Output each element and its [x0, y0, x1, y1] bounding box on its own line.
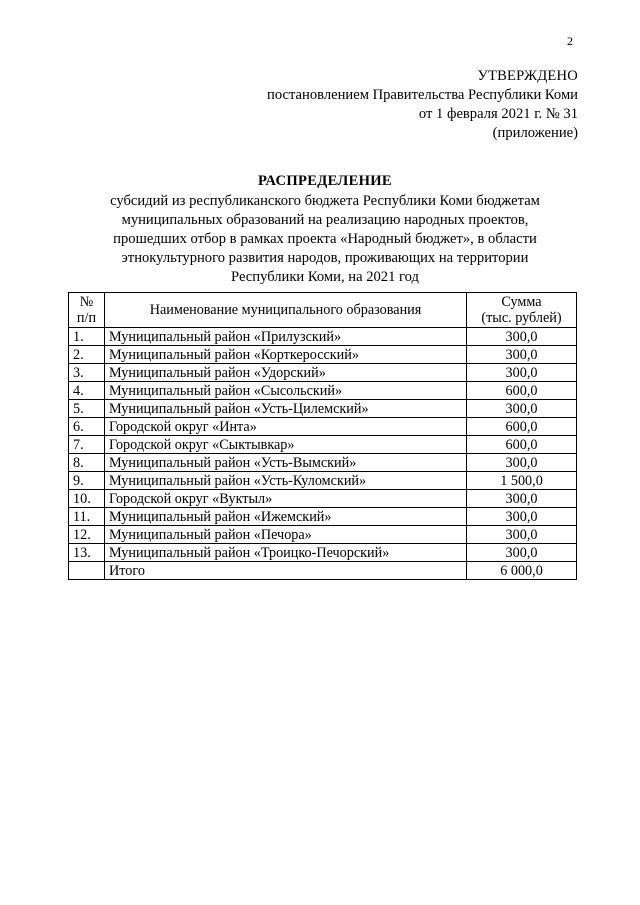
table-row: [69, 472, 577, 490]
row-amount: 300,0: [467, 400, 577, 418]
header-number-line2: п/п: [76, 310, 97, 326]
row-number: 7.: [69, 436, 105, 454]
table-row: [69, 346, 577, 364]
row-amount: 300,0: [467, 526, 577, 544]
title-line: прошедших отбор в рамках проекта «Народный бюджет», в области: [113, 231, 537, 247]
row-amount: 300,0: [467, 328, 577, 346]
row-name: Муниципальный район «Усть-Вымский»: [105, 454, 467, 472]
row-amount: 300,0: [467, 454, 577, 472]
row-name: Муниципальный район «Сысольский»: [105, 382, 467, 400]
row-number: 10.: [69, 490, 105, 508]
header-amount-line1: Сумма: [501, 294, 542, 310]
total-label: Итого: [105, 562, 467, 580]
table-row: [69, 454, 577, 472]
header-amount-line2: (тыс. рублей): [481, 310, 562, 326]
header-name: Наименование муниципального образования: [105, 293, 467, 328]
table-row: [69, 400, 577, 418]
title-line: субсидий из республиканского бюджета Республики Коми бюджетам: [110, 193, 540, 209]
row-amount: 300,0: [467, 544, 577, 562]
table-header-row: [69, 293, 577, 328]
row-amount: 600,0: [467, 436, 577, 454]
row-number: 13.: [69, 544, 105, 562]
table-row: [69, 418, 577, 436]
header-number-line1: №: [79, 294, 94, 310]
approval-line-1: постановлением Правительства Республики Коми: [267, 87, 578, 103]
approval-block: [267, 67, 578, 143]
row-name: Городской округ «Вуктыл»: [105, 490, 467, 508]
row-number: 4.: [69, 382, 105, 400]
total-number-cell: [69, 562, 105, 580]
title-line: муниципальных образований на реализацию народных проектов,: [121, 212, 529, 228]
row-name: Муниципальный район «Усть-Цилемский»: [105, 400, 467, 418]
title-line: Республики Коми, на 2021 год: [231, 269, 419, 285]
approval-line-2: от 1 февраля 2021 г. № 31: [418, 106, 578, 122]
row-name: Муниципальный район «Троицко-Печорский»: [105, 544, 467, 562]
row-number: 1.: [69, 328, 105, 346]
row-amount: 600,0: [467, 418, 577, 436]
table-row: [69, 490, 577, 508]
table-row: [69, 508, 577, 526]
row-name: Муниципальный район «Корткеросский»: [105, 346, 467, 364]
table-row: [69, 544, 577, 562]
row-number: 11.: [69, 508, 105, 526]
row-name: Муниципальный район «Удорский»: [105, 364, 467, 382]
row-amount: 300,0: [467, 508, 577, 526]
row-number: 2.: [69, 346, 105, 364]
total-row: [69, 562, 577, 580]
table-row: [69, 364, 577, 382]
total-amount: 6 000,0: [467, 562, 577, 580]
table-row: [69, 328, 577, 346]
row-number: 9.: [69, 472, 105, 490]
row-name: Городской округ «Сыктывкар»: [105, 436, 467, 454]
approval-stamp: УТВЕРЖДЕНО: [477, 68, 578, 84]
row-name: Муниципальный район «Усть-Куломский»: [105, 472, 467, 490]
title-line: этнокультурного развития народов, проживающих на территории: [121, 250, 529, 266]
table-body: [69, 328, 577, 562]
row-name: Муниципальный район «Прилузский»: [105, 328, 467, 346]
document-title: [70, 172, 580, 287]
header-number: [69, 293, 105, 328]
approval-line-3: (приложение): [492, 125, 578, 141]
row-amount: 300,0: [467, 346, 577, 364]
distribution-table: [68, 292, 577, 580]
row-amount: 300,0: [467, 490, 577, 508]
row-amount: 1 500,0: [467, 472, 577, 490]
table-row: [69, 382, 577, 400]
title-heading: РАСПРЕДЕЛЕНИЕ: [258, 173, 392, 189]
row-number: 8.: [69, 454, 105, 472]
row-amount: 300,0: [467, 364, 577, 382]
row-name: Муниципальный район «Печора»: [105, 526, 467, 544]
row-number: 5.: [69, 400, 105, 418]
row-amount: 600,0: [467, 382, 577, 400]
row-number: 3.: [69, 364, 105, 382]
row-number: 12.: [69, 526, 105, 544]
table-row: [69, 436, 577, 454]
row-name: Городской округ «Инта»: [105, 418, 467, 436]
row-name: Муниципальный район «Ижемский»: [105, 508, 467, 526]
table-row: [69, 526, 577, 544]
page-number: 2: [567, 34, 573, 48]
header-amount: [467, 293, 577, 328]
row-number: 6.: [69, 418, 105, 436]
